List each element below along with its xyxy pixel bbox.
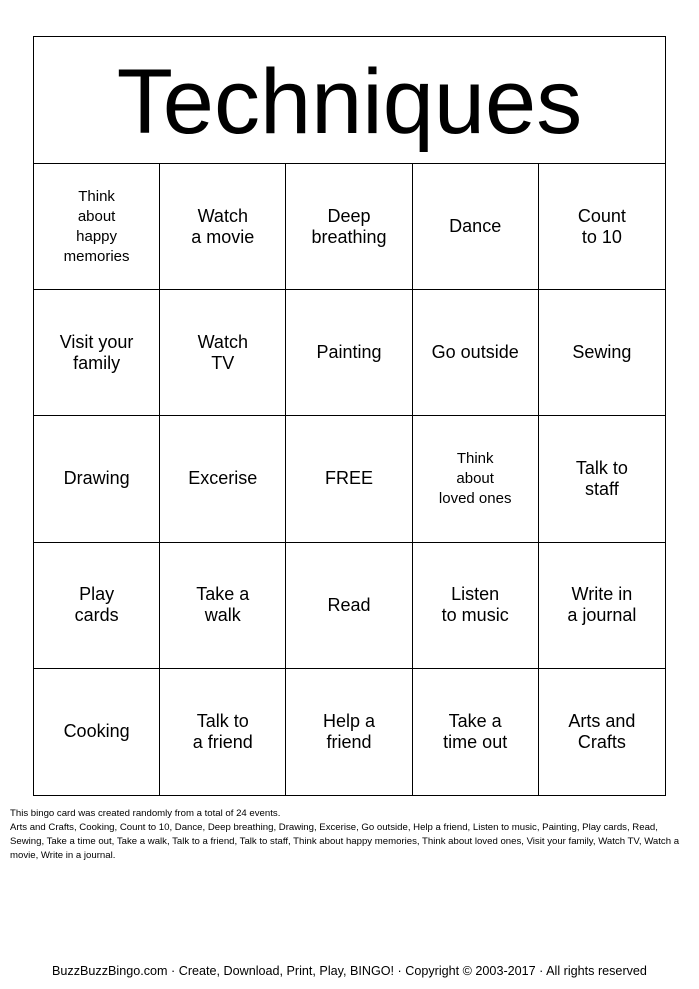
bingo-cell: Play cards [34,543,160,669]
bingo-cell: Take a time out [413,669,539,795]
bingo-cell: Sewing [539,290,665,416]
bingo-cell: Drawing [34,416,160,542]
bingo-cell: Count to 10 [539,164,665,290]
bingo-cell: Watch a movie [160,164,286,290]
bingo-cell: Think about happy memories [34,164,160,290]
bingo-cell: Talk to a friend [160,669,286,795]
bingo-cell: Help a friend [286,669,412,795]
card-title: Techniques [116,51,583,153]
bingo-grid [34,164,665,795]
bingo-cell: Watch TV [160,290,286,416]
bingo-cell: Visit your family [34,290,160,416]
bingo-cell: Talk to staff [539,416,665,542]
info-event-list: Arts and Crafts, Cooking, Count to 10, Dance, Deep breathing, Drawing, Excerise, Go outside, Help a friend, Listen to music, Painting, Play cards, Read, Sewing, Take a time out, Take a walk, Talk to a friend, Talk to staff, Think about happy memories, Think about loved ones, Visit your family, Watch TV, Watch a movie, Write in a journal. [10,822,680,861]
bingo-cell: FREE [286,416,412,542]
info-summary: This bingo card was created randomly from a total of 24 events. [10,808,281,819]
bingo-cell: Read [286,543,412,669]
bingo-cell: Painting [286,290,412,416]
card-info [10,807,690,863]
title-row [34,37,665,164]
bingo-cell: Cooking [34,669,160,795]
bingo-cell: Excerise [160,416,286,542]
bingo-cell: Go outside [413,290,539,416]
bingo-cell: Listen to music [413,543,539,669]
bingo-cell: Arts and Crafts [568,710,636,752]
footer-copyright: BuzzBuzzBingo.com · Create, Download, Print, Play, BINGO! · Copyright © 2003-2017 · All rights reserved [52,964,647,978]
bingo-cell: Write in a journal [539,543,665,669]
bingo-card [33,36,666,796]
bingo-cell: Take a walk [160,543,286,669]
bingo-cell: Deep breathing [286,164,412,290]
bingo-cell: Dance [413,164,539,290]
bingo-cell: Think about loved ones [413,416,539,542]
